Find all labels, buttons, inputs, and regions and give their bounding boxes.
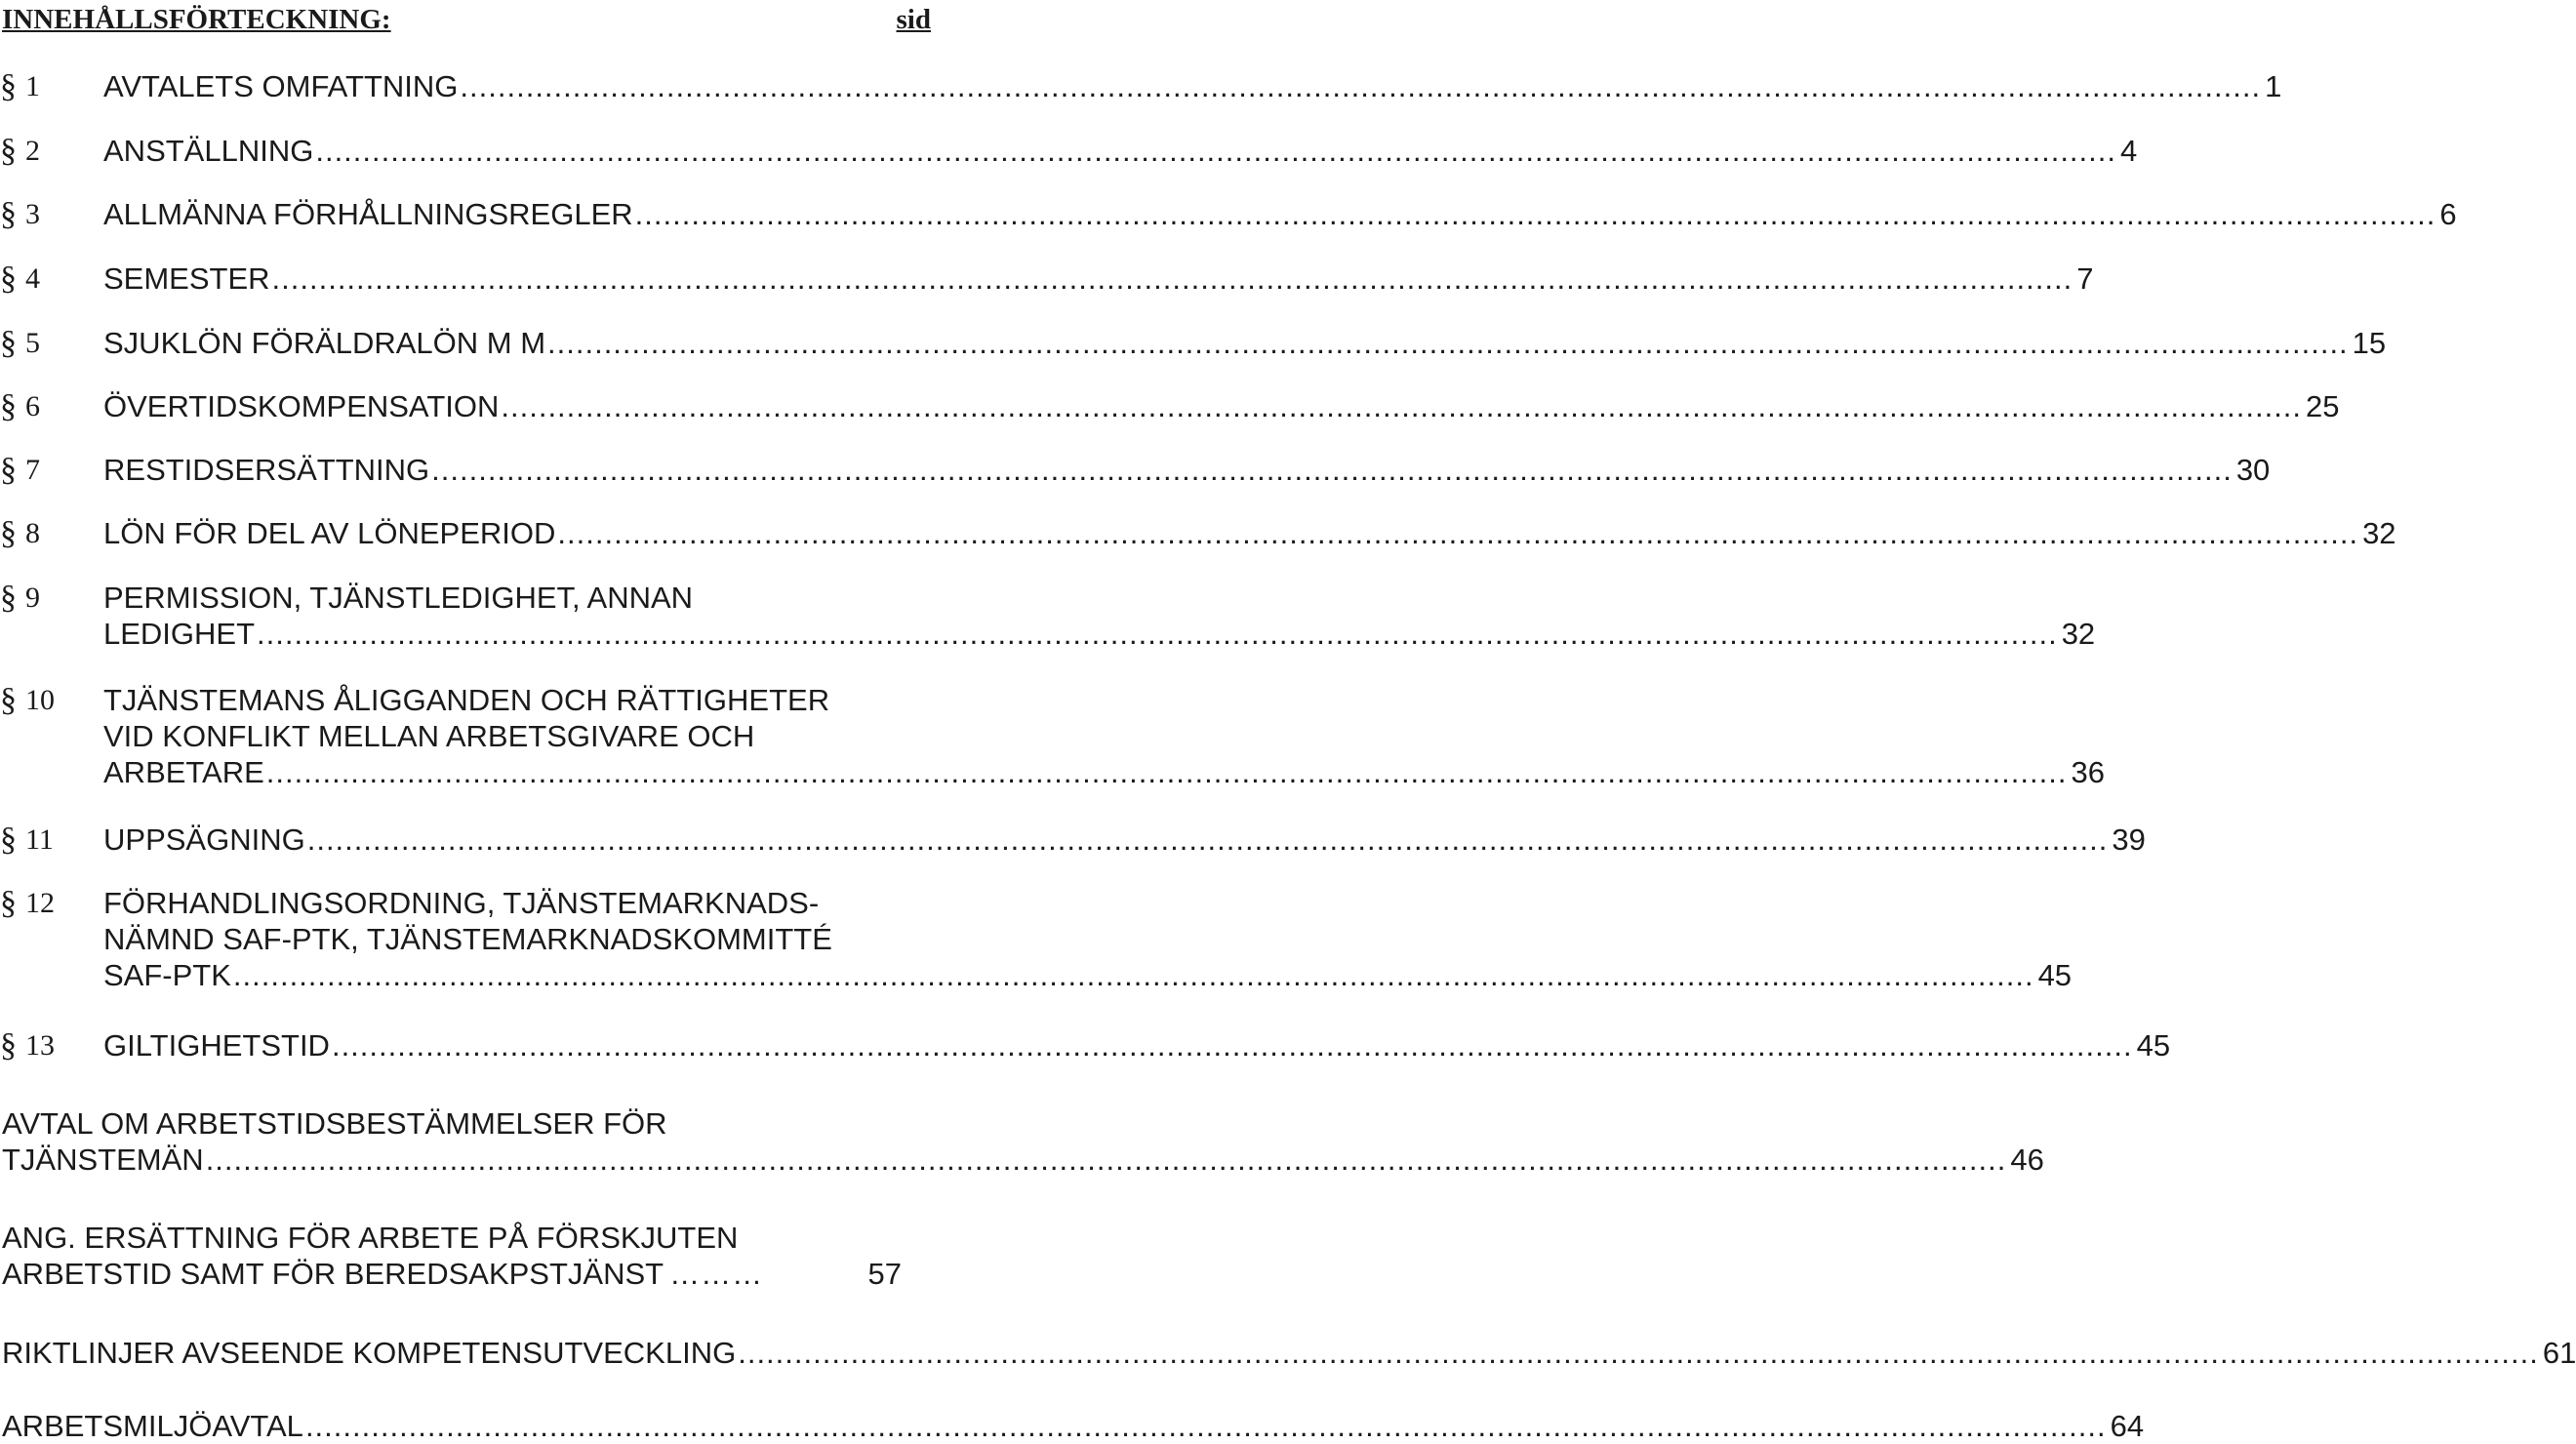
dot-leader: ................................................................................................................................................................................................ (257, 617, 2058, 651)
toc-appendix-entry[interactable] (0, 1220, 937, 1292)
page-number: 45 (2136, 1028, 2171, 1063)
dot-leader: ................................................................................................................................................................................................ (738, 1336, 2539, 1370)
section-number: 1 (25, 70, 40, 102)
entry-title-line: GILTIGHETSTID (103, 1028, 330, 1063)
entry-title-line: ANSTÄLLNING (103, 134, 314, 168)
toc-appendix-entry[interactable] (0, 1105, 2044, 1178)
section-symbol: § (0, 325, 17, 361)
page-number: 57 (867, 1257, 902, 1291)
dot-leader: ................................................................................................................................................................................................ (331, 1028, 2133, 1063)
dot-leader: ................................................................................................................................................................................................ (557, 516, 2359, 550)
entry-title-line: ANG. ERSÄTTNING FÖR ARBETE PÅ FÖRSKJUTEN (2, 1221, 739, 1255)
dot-leader: ................................................................................................................................................................................................ (460, 69, 2262, 103)
section-symbol: § (0, 196, 17, 232)
toc-appendix-entry[interactable] (0, 1335, 2576, 1371)
page-number: 39 (2112, 822, 2146, 857)
section-symbol: § (0, 822, 17, 858)
entry-title-line: TJÄNSTEMANS ÅLIGGANDEN OCH RÄTTIGHETER (103, 683, 830, 717)
entry-title-line: ÖVERTIDSKOMPENSATION (103, 389, 500, 423)
entry-title (2, 1220, 902, 1292)
page-number: 15 (2352, 326, 2387, 360)
entry-title-line: ALLMÄNNA FÖRHÅLLNINGSREGLER (103, 197, 633, 231)
entry-title-line: ARBETSMILJÖAVTAL (2, 1409, 303, 1443)
page-number: 4 (2120, 134, 2138, 168)
entry-title-line: FÖRHANDLINGSORDNING, TJÄNSTEMARKNADS- (103, 886, 820, 920)
entry-title (103, 325, 2387, 361)
dot-leader: ................................................................................................................................................................................................ (271, 261, 2073, 296)
section-symbol: § (0, 68, 17, 104)
entry-title-line: VID KONFLIKT MELLAN ARBETSGIVARE OCH (103, 719, 755, 753)
entry-title-line: RESTIDSERSÄTTNING (103, 453, 430, 487)
entry-title (103, 133, 2138, 169)
toc-entry[interactable] (0, 822, 2146, 858)
section-symbol: § (0, 580, 17, 616)
entry-title-line: TJÄNSTEMÄN (2, 1143, 204, 1177)
entry-title-line: RIKTLINJER AVSEENDE KOMPETENSUTVECKLING (2, 1336, 737, 1370)
section-number: 10 (25, 684, 55, 716)
entry-title-line: LÖN FÖR DEL AV LÖNEPERIOD (103, 516, 556, 550)
entry-title (103, 388, 2340, 424)
toc-entry[interactable] (0, 885, 2073, 993)
entry-title-line: SEMESTER (103, 261, 270, 296)
entry-title-line: ARBETSTID SAMT FÖR BEREDSAKPSTJÄNST (2, 1257, 664, 1291)
entry-title-line: SJUKLÖN FÖRÄLDRALÖN M M (103, 326, 546, 360)
page-number: 32 (2362, 516, 2396, 550)
entry-title-line: LEDIGHET (103, 617, 256, 651)
page-number: 6 (2439, 197, 2457, 231)
entry-title-line: ARBETARE (103, 755, 264, 789)
page-column-label: sid (896, 4, 931, 35)
dot-leader: ................................................................................................................................................................................................ (304, 1409, 2107, 1443)
toc-entry[interactable] (0, 682, 2105, 790)
toc-appendix-entry[interactable] (0, 1408, 2145, 1444)
page-number: 46 (2010, 1143, 2044, 1177)
entry-title-line: AVTAL OM ARBETSTIDSBESTÄMMELSER FÖR (2, 1106, 667, 1141)
entry-title-line: NÄMND SAF-PTK, TJÄNSTEMARKNADSKOMMITTÉ (103, 922, 832, 956)
toc-entry[interactable] (0, 388, 2340, 424)
dot-leader: ................................................................................................................................................................................................ (205, 1143, 2007, 1177)
entry-title (103, 68, 2282, 104)
section-number: 7 (25, 454, 40, 486)
section-number: 13 (25, 1029, 55, 1062)
dot-leader: ................................................................................................................................................................................................ (634, 197, 2436, 231)
entry-title-line: UPPSÄGNING (103, 822, 305, 857)
section-symbol: § (0, 1027, 17, 1063)
dot-leader: ................................................................................................................................................................................................ (315, 134, 2116, 168)
toc-entry[interactable] (0, 515, 2396, 551)
section-symbol: § (0, 261, 17, 297)
entry-title (103, 682, 2105, 790)
dot-leader: ................................................................................................................................................................................................ (431, 453, 2233, 487)
entry-title (2, 1408, 2145, 1444)
section-symbol: § (0, 885, 17, 921)
page-number: 45 (2037, 958, 2073, 992)
toc-entry[interactable] (0, 452, 2271, 488)
dot-leader: ................................................................................................................................................................................................ (265, 755, 2068, 789)
section-number: 4 (25, 262, 40, 295)
page-number: 32 (2061, 617, 2096, 651)
dot-leader: ................................................................................................................................................................................................ (501, 389, 2303, 423)
entry-title (103, 822, 2146, 858)
toc-entry[interactable] (0, 196, 2457, 232)
entry-title-line: PERMISSION, TJÄNSTLEDIGHET, ANNAN (103, 581, 694, 615)
section-number: 9 (25, 582, 40, 614)
section-symbol: § (0, 133, 17, 169)
entry-title (103, 261, 2094, 297)
entry-title (103, 515, 2396, 551)
toc-entry[interactable] (0, 68, 2282, 104)
page-number: 30 (2235, 453, 2271, 487)
page-number: 25 (2306, 389, 2340, 423)
section-symbol: § (0, 388, 17, 424)
section-number: 2 (25, 135, 40, 167)
section-number: 6 (25, 390, 40, 422)
dot-leader: ……… (669, 1257, 764, 1291)
dot-leader: ................................................................................................................................................................................................ (547, 326, 2349, 360)
dot-leader: ................................................................................................................................................................................................ (306, 822, 2109, 857)
entry-title-line: SAF-PTK (103, 958, 231, 992)
entry-title (103, 1027, 2171, 1063)
entry-title (2, 1105, 2044, 1178)
section-number: 5 (25, 327, 40, 359)
page-number: 36 (2071, 755, 2105, 789)
entry-title (103, 580, 2096, 652)
entry-title-line: AVTALETS OMFATTNING (103, 69, 459, 103)
toc-entry[interactable] (0, 261, 2094, 297)
entry-title (103, 885, 2073, 993)
toc-header (0, 0, 937, 43)
page-number: 1 (2265, 69, 2282, 103)
page-number: 64 (2110, 1409, 2145, 1443)
section-number: 11 (25, 823, 54, 856)
toc-entry[interactable] (0, 1027, 2171, 1063)
page-number: 7 (2076, 261, 2094, 296)
page-number: 61 (2542, 1336, 2576, 1370)
toc-entry[interactable] (0, 580, 2096, 652)
section-symbol: § (0, 515, 17, 551)
section-symbol: § (0, 452, 17, 488)
toc-entry[interactable] (0, 325, 2387, 361)
entry-title (103, 452, 2271, 488)
entry-title (2, 1335, 2576, 1371)
section-symbol: § (0, 682, 17, 718)
toc-title: INNEHÅLLSFÖRTECKNING: (2, 4, 391, 35)
toc-entry[interactable] (0, 133, 2138, 169)
section-number: 12 (25, 887, 55, 919)
section-number: 3 (25, 198, 40, 230)
entry-title (103, 196, 2457, 232)
section-number: 8 (25, 517, 40, 549)
dot-leader: ................................................................................................................................................................................................ (232, 958, 2034, 992)
